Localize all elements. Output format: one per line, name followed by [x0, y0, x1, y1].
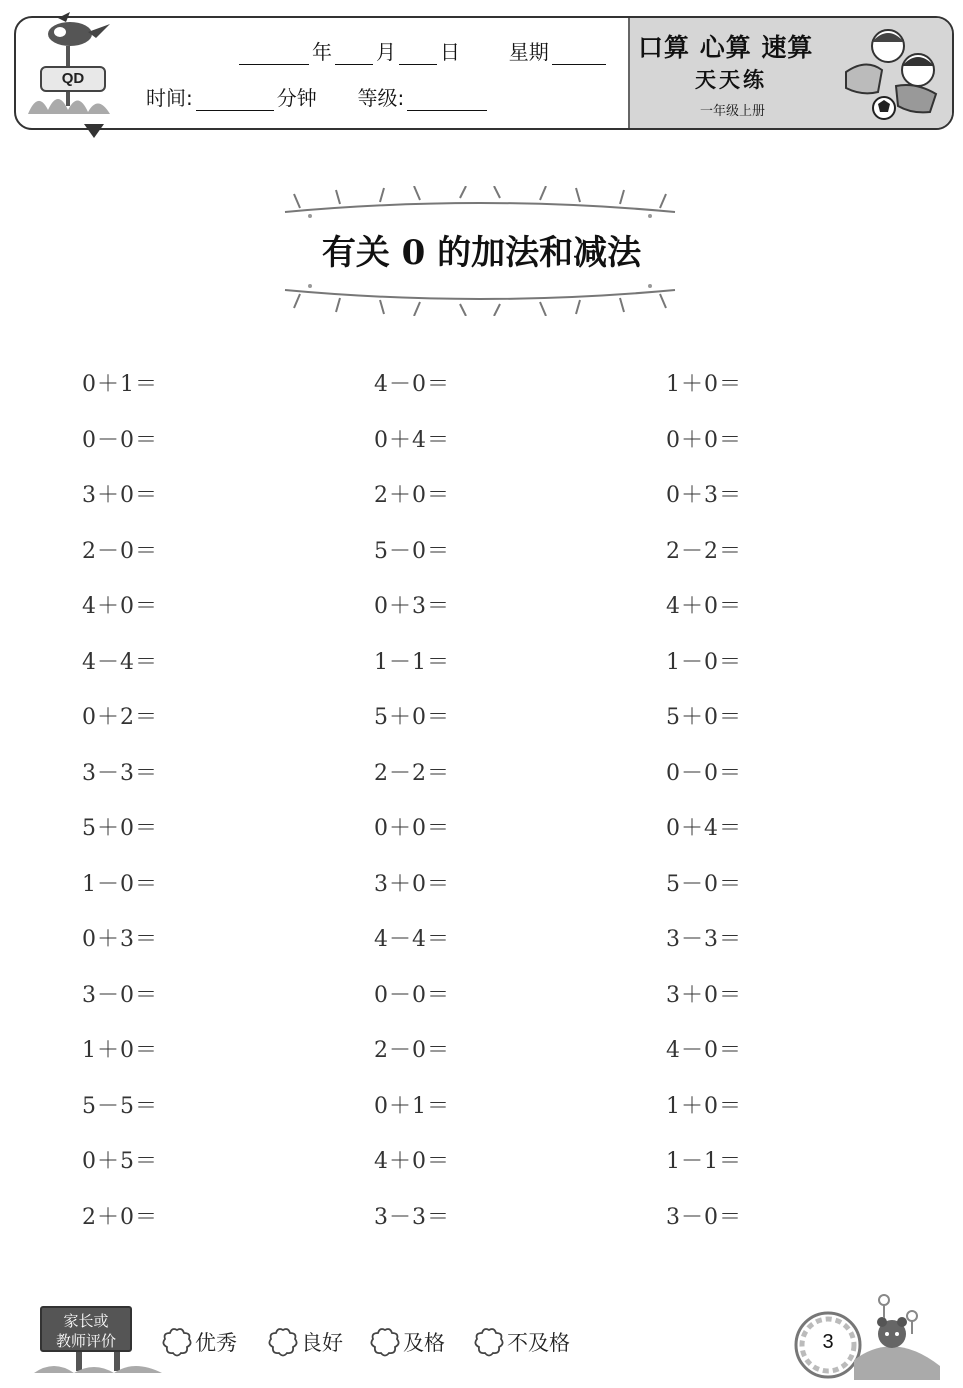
- evaluator-line2: 教师评价: [55, 1332, 116, 1350]
- arithmetic-problem: 2－0＝: [374, 1038, 450, 1063]
- arithmetic-problem: 0－0＝: [374, 982, 450, 1008]
- rating-label: 及格: [403, 1331, 445, 1355]
- arithmetic-problem: 0＋4＝: [374, 427, 450, 453]
- arithmetic-problem: 1＋0＝: [666, 1093, 742, 1119]
- arithmetic-problem: 0＋2＝: [82, 705, 158, 730]
- flower-checkbox-icon: [370, 1327, 400, 1357]
- arithmetic-problem: 0＋1＝: [374, 1093, 450, 1119]
- arithmetic-problem: 1－0＝: [666, 649, 742, 675]
- arithmetic-problem: 1－0＝: [82, 871, 158, 897]
- rating-label: 不及格: [507, 1331, 570, 1355]
- arithmetic-problem: 5－0＝: [666, 871, 742, 897]
- rating-excellent[interactable]: [162, 1327, 237, 1357]
- flower-checkbox-icon: [162, 1327, 192, 1357]
- brand-grade: 一年级上册: [700, 104, 766, 119]
- arithmetic-problem: 2－0＝: [82, 538, 158, 564]
- arithmetic-problem: 0－0＝: [82, 427, 158, 453]
- arithmetic-problem: 2－2＝: [374, 760, 450, 786]
- arithmetic-problem: 3＋0＝: [374, 871, 450, 897]
- rating-fail[interactable]: [474, 1327, 570, 1357]
- arithmetic-problem: 5＋0＝: [666, 705, 742, 730]
- flower-checkbox-icon: [474, 1327, 504, 1357]
- arithmetic-problem: 4－0＝: [374, 372, 450, 397]
- arithmetic-problem: 1－1＝: [666, 1149, 742, 1174]
- arithmetic-problem: 2－2＝: [666, 538, 742, 564]
- flower-checkbox-icon: [268, 1327, 298, 1357]
- arithmetic-problem: 3＋0＝: [82, 483, 158, 508]
- time-label: 时间:: [146, 86, 193, 110]
- month-label: 月: [376, 40, 396, 64]
- grade-label: 等级:: [357, 86, 405, 110]
- arithmetic-problem: 3－3＝: [666, 927, 742, 952]
- arithmetic-problem: 4－4＝: [374, 927, 450, 952]
- arithmetic-problem: 0＋4＝: [666, 816, 742, 841]
- arithmetic-problem: 0＋0＝: [374, 816, 450, 841]
- arithmetic-problem: 0＋0＝: [666, 427, 742, 453]
- arithmetic-problem: 1－1＝: [374, 649, 450, 675]
- arithmetic-problem: 3－3＝: [82, 760, 158, 786]
- arithmetic-problem: 4＋0＝: [82, 594, 158, 619]
- evaluator-line1: 家长或: [63, 1312, 109, 1330]
- arithmetic-problem: 4＋0＝: [666, 594, 742, 619]
- arithmetic-problem: 2＋0＝: [374, 483, 450, 508]
- arithmetic-problem: 5－5＝: [82, 1093, 158, 1119]
- day-label: 日: [440, 40, 460, 64]
- arithmetic-problem: 4－4＝: [82, 649, 158, 675]
- arithmetic-problem: 5＋0＝: [82, 816, 158, 841]
- arithmetic-problem: 3－3＝: [374, 1204, 450, 1230]
- year-label: 年: [312, 40, 332, 64]
- minutes-label: 分钟: [276, 86, 317, 110]
- arithmetic-problem: 5－0＝: [374, 538, 450, 564]
- arithmetic-problem: 1＋0＝: [82, 1038, 158, 1063]
- page-number: 3: [822, 1331, 834, 1353]
- arithmetic-problem: 0＋3＝: [374, 594, 450, 619]
- weekday-label: 星期: [508, 40, 549, 64]
- evaluator-board: [40, 1306, 132, 1352]
- qd-logo-sign: QD: [40, 66, 106, 92]
- arithmetic-problem: 0＋3＝: [666, 483, 742, 508]
- arithmetic-problem: 3－0＝: [82, 982, 158, 1008]
- arithmetic-problem: 4－0＝: [666, 1038, 742, 1063]
- page-title: 有关 0 的加法和减法: [321, 233, 642, 273]
- arithmetic-problem: 0＋1＝: [82, 372, 158, 397]
- arithmetic-problem: 2＋0＝: [82, 1204, 158, 1230]
- rating-label: 良好: [301, 1331, 343, 1355]
- rating-pass[interactable]: [370, 1327, 445, 1357]
- rating-label: 优秀: [195, 1331, 237, 1355]
- arithmetic-problem: 4＋0＝: [374, 1149, 450, 1174]
- brand-subtitle: 天天练: [695, 68, 767, 92]
- arithmetic-problem: 0＋3＝: [82, 927, 158, 952]
- rating-good[interactable]: [268, 1327, 343, 1357]
- arithmetic-problem: 5＋0＝: [374, 705, 450, 730]
- arithmetic-problem: 1＋0＝: [666, 372, 742, 397]
- arithmetic-problem: 0－0＝: [666, 760, 742, 786]
- arithmetic-problem: 0＋5＝: [82, 1149, 158, 1174]
- arithmetic-problem: 3－0＝: [666, 1204, 742, 1230]
- arithmetic-problem: 3＋0＝: [666, 982, 742, 1008]
- brand-title: 口算 心算 速算: [638, 33, 814, 62]
